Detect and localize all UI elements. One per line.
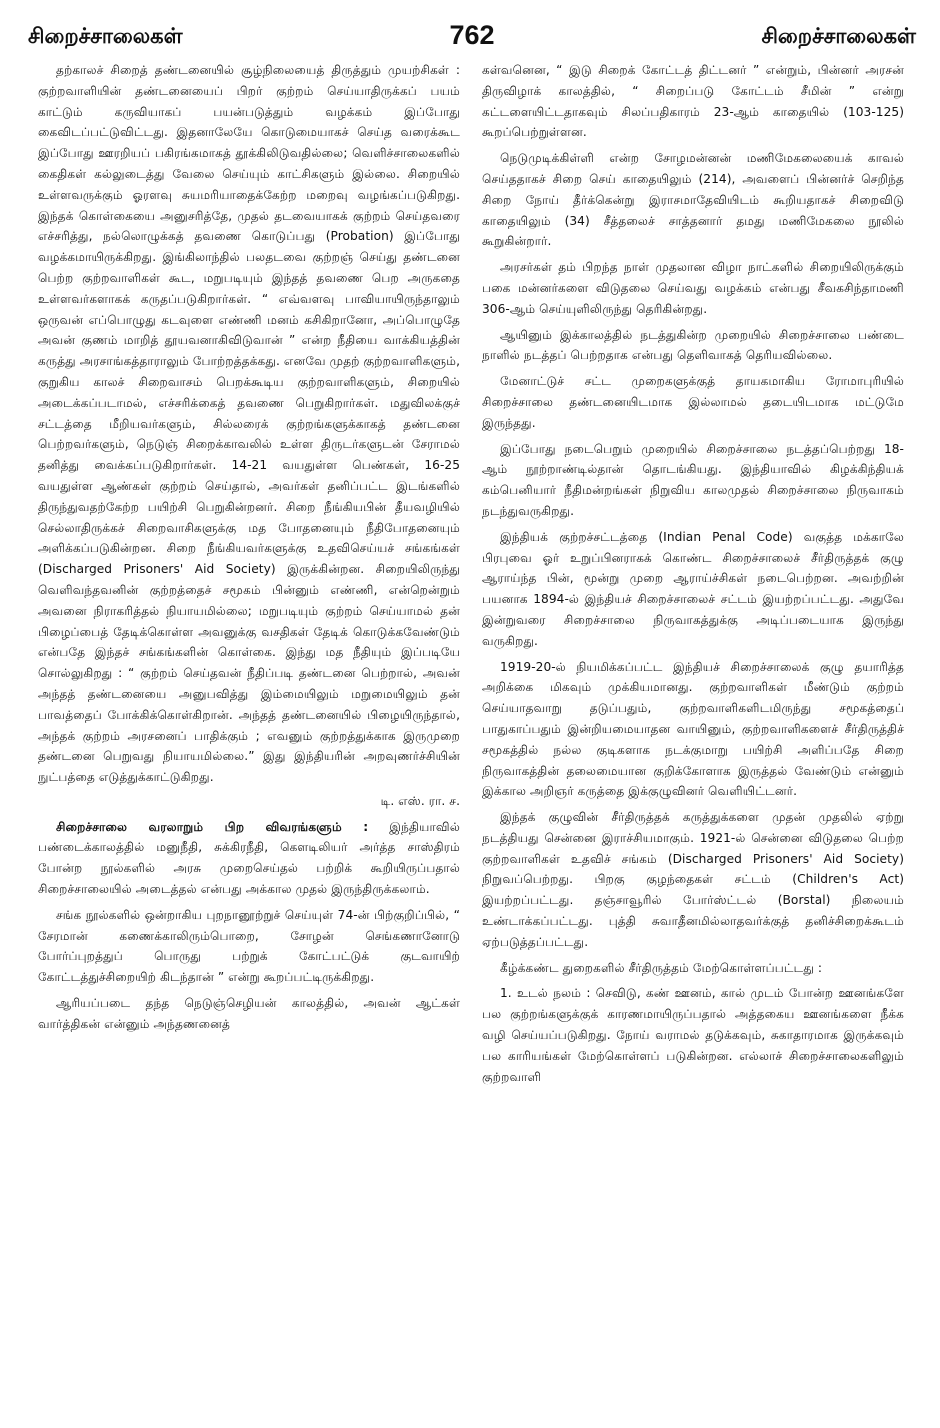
section-heading: சிறைச்சாலை வரலாறும் பிற விவரங்களும் : [56,819,369,834]
paragraph: நெடுமுடிக்கிள்ளி என்ற சோழமன்னன் மணிமேகலையைக் காவல் செய்ததாகச் சிறை செய் காதையிலும் (214), அவளைப் பின்னர்ச் செறிந்த சிறை நோய் தீர்க்கென்று இராசமாதேவியிடம் கூறியதாகச் சிறைவிடு காதையிலும் (34) சீத்தலைச் சாத்தனார் தமது மணிமேகலை நூலில் கூறுகின்றார். [482,151,904,249]
paragraph: இந்தக் குழுவின் சீர்திருத்தக் கருத்துக்களை முதன் முதலில் ஏற்று நடத்தியது சென்னை இராச்சியமாகும். 1921-ல் சென்னை விடுதலை பெற்ற குற்றவாளிகள் உதவிச் சங்கம் (Discharged Prisoners' Aid Society) நிறுவப்பெற்றது. பிறகு குழந்தைகள் சட்டம் (Children's Act) இயற்றப்பட்டது. தஞ்சாவூரில் போர்ஸ்ட்டல் (Borstal) நிலையம் உண்டாக்கப்பட்டது. புத்தி சுவாதீனமில்லாதவர்க்குத் தனிச்சிறைக்கூடம் ஏற்படுத்தப்பட்டது. [482,810,904,949]
paragraph: இப்போது நடைபெறும் முறையில் சிறைச்சாலை நடத்தப்பெற்றது 18-ஆம் நூற்றாண்டில்தான் தொடங்கியது. இந்தியாவில் கிழக்கிந்தியக் கம்பெனியார் நீதிமன்றங்கள் நிறுவிய காலமுதல் சிறைச்சாலை நிருவாகம் நடந்துவருகிறது. [482,441,904,518]
paragraph: 1. உடல் நலம் : செவிடு, கண் ஊனம், கால் முடம் போன்ற ஊனங்களே பல குற்றங்களுக்குக் காரணமாயிருப்பதால் அத்தகைய ஊனங்களை நீக்க வழி செய்யப்படுகிறது. நோய் வராமல் தடுக்கவும், சுகாதாரமாக இருக்கவும் பல காரியங்கள் மேற்கொள்ளப் படுகின்றன. எல்லாச் சிறைச்சாலைகளிலும் குற்றவாளி [482,986,904,1084]
paragraph: ஆயினும் இக்காலத்தில் நடத்துகின்ற முறையில் சிறைச்சாலை பண்டை நாளில் நடத்தப் பெற்றதாக என்பது தெளிவாகத் தெரியவில்லை. [482,327,904,363]
paragraph: 1919-20-ல் நியமிக்கப்பட்ட இந்தியச் சிறைச்சாலைக் குழு தயாரித்த அறிக்கை மிகவும் முக்கியமானது. குற்றவாளிகள் மீண்டும் குற்றம் செய்யாதவாறு தடுப்பதும், குற்றவாளிகளிடமிருந்து சமூகத்தைப் பாதுகாப்பதும் இன்றியமையாதன வாயினும், குற்றவாளிகளைச் சீர்திருத்திச் சமூகத்தில் நல்ல குடிகளாக நடக்குமாறு பயிற்சி அளிப்பதே சிறை நிருவாகத்தின் தலைமையான குறிக்கோளாக இருத்தல் வேண்டும் என்னும் இக்கால அறிஞர் கருத்தை இக்குழுவினர் வெளியிட்டனர். [482,659,904,799]
paragraph: அரசர்கள் தம் பிறந்த நாள் முதலான விழா நாட்களில் சிறையிலிருக்கும் பகை மன்னர்களை விடுதலை செய்வது வழக்கம் என்பது சீவகசிந்தாமணி 306-ஆம் செய்யுளிலிருந்து தெரிகின்றது. [482,260,904,316]
paragraph: இந்தியக் குற்றச்சட்டத்தை (Indian Penal Code) வகுத்த மக்காலே பிரபுவை ஓர் உறுப்பினராகக் கொண்ட சிறைச்சாலைச் சீர்திருத்தக் குழு ஆராய்ந்த பின், மூன்று முறை ஆராய்ச்சிகள் நடைபெற்றன. அவற்றின் பயனாக 1894-ல் இந்தியச் சிறைச்சாலைச் சட்டம் இயற்றப்பட்டது. அதுவே இன்றுவரை சிறைச்சாலை நிருவாகத்துக்கு அடிப்படையாக இருந்து வருகிறது. [482,529,904,648]
paragraph: சங்க நூல்களில் ஒன்றாகிய புறநானூற்றுச் செய்யுள் 74-ன் பிற்குறிப்பில், “ சேரமான் கணைக்காலிரும்பொறை, சோழன் செங்கணானோடு போர்ப்புறத்துப் பொருது பற்றுக் கோட்பட்டுக் குடவாயிற் கோட்டத்துச்சிறையிற் கிடந்தான் ” என்று கூறப்பட்டிருக்கிறது. [38,907,460,985]
paragraph: தற்காலச் சிறைத் தண்டனையில் சூழ்நிலையைத் திருத்தும் முயற்சிகள் : குற்றவாளியின் தண்டனையைப் பிறர் குற்றம் செய்யாதிருக்கப் பயம் காட்டும் கருவியாகப் பயன்படுத்தும் வழக்கம் இப்போது கைவிடப்பட்டுவிட்டது. இதனாலேயே கொடுமையாகச் செய்த வரைக்கூட இப்போது ஊரறியப் பகிரங்கமாகத் தூக்கிலிடுவதில்லை; வெளிச்சாலைகளில் கைதிகள் கல்லுடைத்து வேலை செய்யும் காட்சிகளும் இல்லை. சிறையில் உள்ளவருக்கும் ஓரளவு சுயமரியாதைக்கேற்ற மறைவு வழங்கப்படுகிறது. இந்தக் கொள்கையை அனுசரித்தே, முதல் தடவையாகக் குற்றம் செய்தவரை எச்சரித்து, நல்லொழுக்கத் தவணை கொடுப்பது (Probation) இப்போது வழக்கமாயிருக்கிறது. இங்கிலாந்தில் பலதடவை குற்றஞ் செய்து தண்டனை பெற்ற குற்றவாளிகள் கூட, மறுபடியும் இந்தத் தவணை பெற அருகதை உள்ளவர்களாகக் கருதப்படுகிறார்கள். “ எவ்வளவு பாவியாயிருந்தாலும் ஒருவன் எப்பொழுது கடவுளை எண்ணி மனம் கசிகிறானோ, அப்பொழுதே அவன் குணம் மாறித் தூயவனாகிவிடுவான் ” என்ற நீதியை வாக்கியத்தின் கருத்து அரசாங்கத்தாராலும் போற்றத்தக்கது. எனவே முதற் குற்றவாளிகளும், குறுகிய காலச் சிறைவாசம் பெறக்கூடிய குற்றவாளிகளும், சிறையில் அடைக்கப்படாமல், எச்சரிக்கைத் தவணை பெறுகிறார்கள். மதுவிலக்குச் சட்டத்தை மீறியவர்களும், சில்லரைக் குற்றங்களுக்காகத் தண்டனை பெற்றவர்களும், நெடுஞ் சிறைக்காவலில் உள்ள திருடர்களுடன் சேராமல் தனித்து வைக்கப்படுகிறார்கள். 14-21 வயதுள்ள பெண்கள், 16-25 வயதுள்ள ஆண்கள் குற்றம் செய்தால், அவர்கள் தனிப்பட்ட இடங்களில் திருந்துவதற்கேற்ற பயிற்சி பெறுகின்றனர். சிறை நீங்கியபின் தீயவழியில் செல்லாதிருக்கச் சிறைவாசிகளுக்கு மத போதனையும் நீதிபோதனையும் அளிக்கப்படுகின்றன. சிறை நீங்கியவர்களுக்கு உதவிசெய்யச் சங்கங்கள் (Discharged Prisoners' Aid Society) இருக்கின்றன. சிறையிலிருந்து வெளிவந்தவனின் குற்றத்தைச் சமூகம் பின்னும் எண்ணி, என்றென்றும் அவனை நிராகரித்தல் நியாயமில்லை; மறுபடியும் குற்றம் செய்யாமல் தன் பிழைப்பைத் தேடிக்கொள்ள அவனுக்கு வசதிகள் தேடிக் கொடுக்கவேண்டும் என்பதே இந்தச் சங்கங்களின் கொள்கை. இந்து மத நீதியும் இப்படியே சொல்லுகிறது : “ குற்றம் செய்தவன் நீதிப்படி தண்டனை பெற்றால், அவன் அந்தத் தண்டனையை அனுபவித்து இம்மையிலும் மறுமையிலும் தன் பாவத்தைப் போக்கிக்கொள்கிறான். அந்தத் தண்டனையில் பிழையிருந்தால், அந்தக் குற்றம் அரசனைப் பாதிக்கும் ; எவனும் குற்றத்துக்காக இருமுறை தண்டனை பெறுவது நியாயமில்லை.” இது இந்தியரின் அறவுணர்ச்சியின் நுட்பத்தை எடுத்துக்காட்டுகிறது. [38,63,460,785]
page-header [28,20,916,60]
paragraph: கள்வனென, “ இடு சிறைக் கோட்டத் திட்டனர் ” என்றும், பின்னர் அரசன் திருவிழாக் காலத்தில், “ சிறைப்படு கோட்டம் சீமின் ” என்று கட்டளையிட்டதாகவும் சிலப்பதிகாரம் 23-ஆம் காதையில் (103-125) கூறப்பெற்றுள்ளன. [482,63,904,140]
paragraph-text: இந்தியாவில் பண்டைக்காலத்தில் மனுநீதி, சுக்கிரநீதி, கௌடிலியர் அர்த்த சாஸ்திரம் போன்ற நூல்களில் அரசு முறைசெய்தல் பற்றிக் கூறியிருப்பதால் சிறைச்சாலையில் அடைத்தல் என்பது அக்கால முதல் இருந்திருக்கலாம். [38,819,460,897]
running-title-left: சிறைச்சாலைகள் [28,24,183,48]
paragraph: கீழ்க்கண்ட துறைகளில் சீர்திருத்தம் மேற்கொள்ளப்பட்டது : [500,960,823,975]
left-column [38,60,460,1412]
author-initials: டி. எஸ். ரா. ச. [380,793,460,808]
paragraph: மேனாட்டுச் சட்ட முறைகளுக்குத் தாயகமாகிய ரோமாபுரியில் சிறைச்சாலை தண்டனையிடமாக இல்லாமல் தடையிடமாக மட்டுமே இருந்தது. [482,374,904,430]
paragraph: ஆரியப்படை தந்த நெடுஞ்செழியன் காலத்தில், அவன் ஆட்கள் வார்த்திகன் என்னும் அந்தணனைத் [38,996,460,1031]
right-column [482,60,904,1412]
running-title-right: சிறைச்சாலைகள் [761,24,916,48]
page-number: 762 [449,20,495,50]
section-heading-paragraph [38,817,460,900]
